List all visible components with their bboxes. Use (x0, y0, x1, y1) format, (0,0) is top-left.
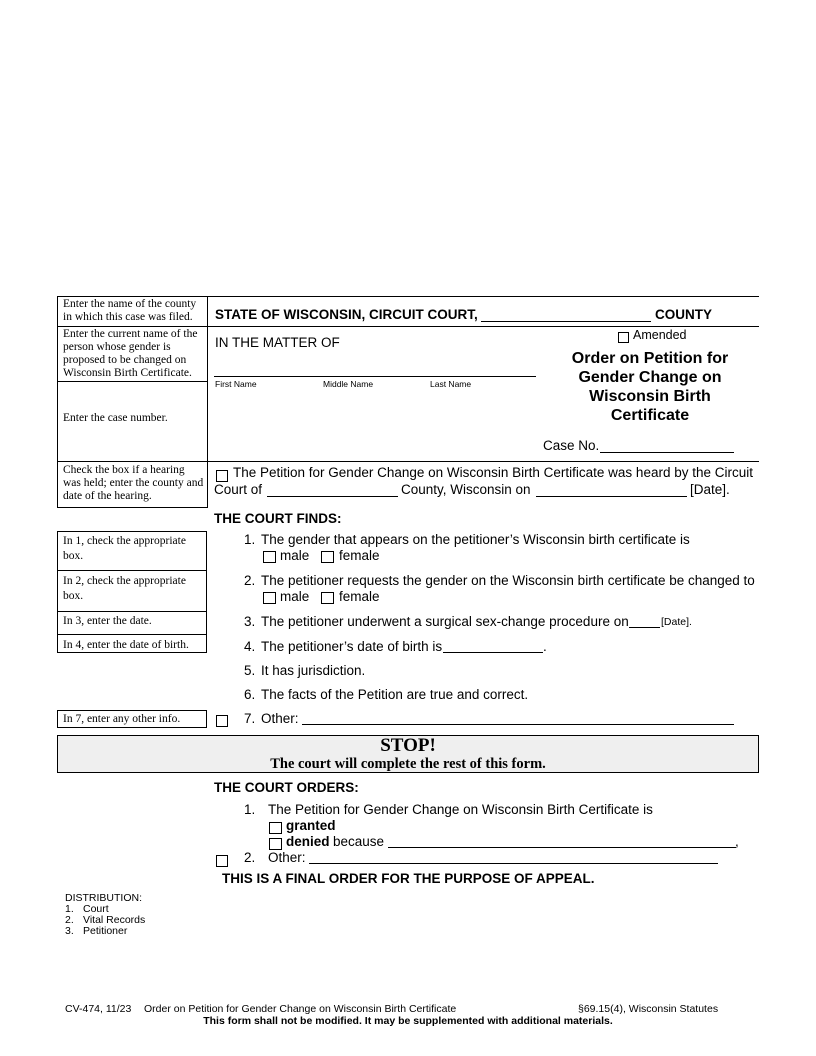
county-name-field[interactable] (481, 321, 651, 322)
order-2-number: 2. (244, 850, 256, 865)
last-name-caption: Last Name (430, 379, 472, 389)
finding-2-female-checkbox[interactable] (321, 590, 334, 608)
finding-1-number: 1. (244, 532, 256, 547)
finding-2-text: The petitioner requests the gender on the Wisconsin birth certificate be changed to (261, 573, 755, 588)
hearing-county-wisconsin-label: County, Wisconsin on (401, 482, 531, 497)
stop-title: STOP! (380, 735, 436, 756)
case-number-field[interactable] (600, 452, 734, 453)
surgery-date-field[interactable] (629, 627, 660, 628)
hearing-date-field[interactable] (536, 496, 687, 497)
amended-checkbox[interactable] (618, 329, 629, 347)
first-name-caption: First Name (215, 379, 257, 389)
date-of-birth-field[interactable] (443, 652, 543, 653)
checkbox-square (321, 551, 334, 563)
checkbox-square (321, 592, 334, 604)
state-court-label: STATE OF WISCONSIN, CIRCUIT COURT, (215, 307, 478, 322)
checkbox-square (269, 822, 282, 834)
petitioner-name-field[interactable] (214, 376, 536, 377)
hearing-text-line-1: The Petition for Gender Change on Wisconsin Birth Certificate was heard by the Circuit (233, 465, 753, 480)
finding-7-number: 7. (244, 711, 256, 726)
finding-1-male-checkbox[interactable] (263, 549, 276, 567)
finding-6-number: 6. (244, 687, 256, 702)
sidebar-left-rule (57, 296, 58, 508)
form-title-line-4: Certificate (610, 407, 690, 424)
distribution-item: 1. Court (65, 903, 109, 915)
finding-4-period: . (543, 639, 547, 654)
finding-1-male-label: male (280, 548, 310, 563)
orders-heading: THE COURT ORDERS: (214, 780, 359, 795)
finding-1-female-label: female (339, 548, 380, 563)
form-title-line-2: Gender Change on (578, 369, 722, 386)
case-number-hint: Enter the case number. (63, 412, 168, 424)
finding-3-hint: In 3, enter the date. (63, 615, 152, 627)
header-rule-2 (57, 326, 759, 327)
stop-subtitle: The court will complete the rest of this form. (270, 756, 546, 772)
denied-reason-field[interactable] (388, 847, 736, 848)
because-label: because (333, 834, 385, 849)
distribution-block (65, 893, 145, 937)
hearing-county-field[interactable] (267, 496, 398, 497)
finding-6-text: The facts of the Petition are true and correct. (261, 687, 529, 702)
hearing-hint: Check the box if a hearing was held; enter the county and date of the hearing. (63, 464, 204, 502)
finding-1-hint: In 1, check the appropriate box. (63, 535, 186, 562)
distribution-heading: DISTRIBUTION: (65, 892, 143, 904)
header-top-rule (57, 296, 759, 297)
footer-form-title: Order on Petition for Gender Change on Wisconsin Birth Certificate (144, 1003, 457, 1015)
finding-2-number: 2. (244, 573, 256, 588)
finding-5-text: It has jurisdiction. (261, 663, 366, 678)
order-2-text: Other: (268, 850, 306, 865)
middle-name-caption: Middle Name (323, 379, 374, 389)
sidebar-right-rule (207, 296, 208, 508)
amended-label: Amended (633, 328, 687, 342)
finding-2-female-label: female (339, 589, 380, 604)
hearing-date-tag: [Date]. (690, 482, 730, 497)
checkbox-square (263, 592, 276, 604)
hint-divider-2 (57, 611, 207, 612)
distribution-item: 3. Petitioner (65, 925, 128, 937)
sidebar-rule-5 (57, 507, 208, 508)
form-title-line-3: Wisconsin Birth (589, 388, 711, 405)
distribution-item: 2. Vital Records (65, 914, 146, 926)
finding-3-date-tag: [Date]. (661, 616, 692, 628)
finding-2-hint: In 2, check the appropriate box. (63, 575, 186, 602)
footer-form-id: CV-474, 11/23 (65, 1003, 132, 1015)
footer-statute: §69.15(4), Wisconsin Statutes (578, 1003, 719, 1015)
county-hint: Enter the name of the county in which this case was filed. (63, 298, 197, 323)
case-no-label: Case No. (543, 438, 600, 453)
hint-divider-1 (57, 570, 207, 571)
order-2-checkbox[interactable] (216, 853, 228, 871)
finding-7-other-field[interactable] (302, 724, 734, 725)
sidebar-rule-3 (57, 381, 208, 382)
finding-2-male-label: male (280, 589, 310, 604)
finding-7-text: Other: (261, 711, 299, 726)
checkbox-square (216, 470, 228, 482)
checkbox-square (618, 332, 629, 343)
checkbox-square (216, 855, 228, 867)
header-rule-4 (57, 461, 759, 462)
finding-5-number: 5. (244, 663, 256, 678)
form-title-line-1: Order on Petition for (571, 350, 729, 367)
granted-label: granted (286, 818, 336, 833)
finding-7-hint: In 7, enter any other info. (63, 713, 181, 725)
finding-4-hint: In 4, enter the date of birth. (63, 639, 189, 651)
checkbox-square (263, 551, 276, 563)
denied-label: denied (286, 834, 330, 849)
order-1-number: 1. (244, 802, 256, 817)
denied-reason-comma: , (735, 834, 739, 849)
order-1-text: The Petition for Gender Change on Wisconsin Birth Certificate is (268, 802, 653, 817)
hearing-court-of-label: Court of (214, 482, 263, 497)
finding-3-number: 3. (244, 614, 256, 629)
county-label: COUNTY (655, 307, 712, 322)
checkbox-square (269, 838, 282, 850)
final-order-notice: THIS IS A FINAL ORDER FOR THE PURPOSE OF APPEAL. (222, 871, 595, 886)
findings-heading: THE COURT FINDS: (214, 511, 342, 526)
finding-2-male-checkbox[interactable] (263, 590, 276, 608)
hint-divider-3 (57, 634, 207, 635)
order-2-other-field[interactable] (309, 863, 718, 864)
finding-7-checkbox[interactable] (216, 713, 228, 731)
checkbox-square (216, 715, 228, 727)
in-the-matter-label: IN THE MATTER OF (215, 335, 340, 350)
form-title (560, 349, 740, 425)
finding-4-text: The petitioner’s date of birth is (261, 639, 443, 654)
finding-1-female-checkbox[interactable] (321, 549, 334, 567)
finding-4-number: 4. (244, 639, 256, 654)
finding-1-text: The gender that appears on the petitioner’s Wisconsin birth certificate is (261, 532, 690, 547)
finding-3-text: The petitioner underwent a surgical sex-change procedure on (261, 614, 629, 629)
footer-notice: This form shall not be modified. It may be supplemented with additional materials. (203, 1015, 613, 1027)
name-hint: Enter the current name of the person whose gender is proposed to be changed on Wisconsin Birth Certificate. (63, 328, 198, 379)
